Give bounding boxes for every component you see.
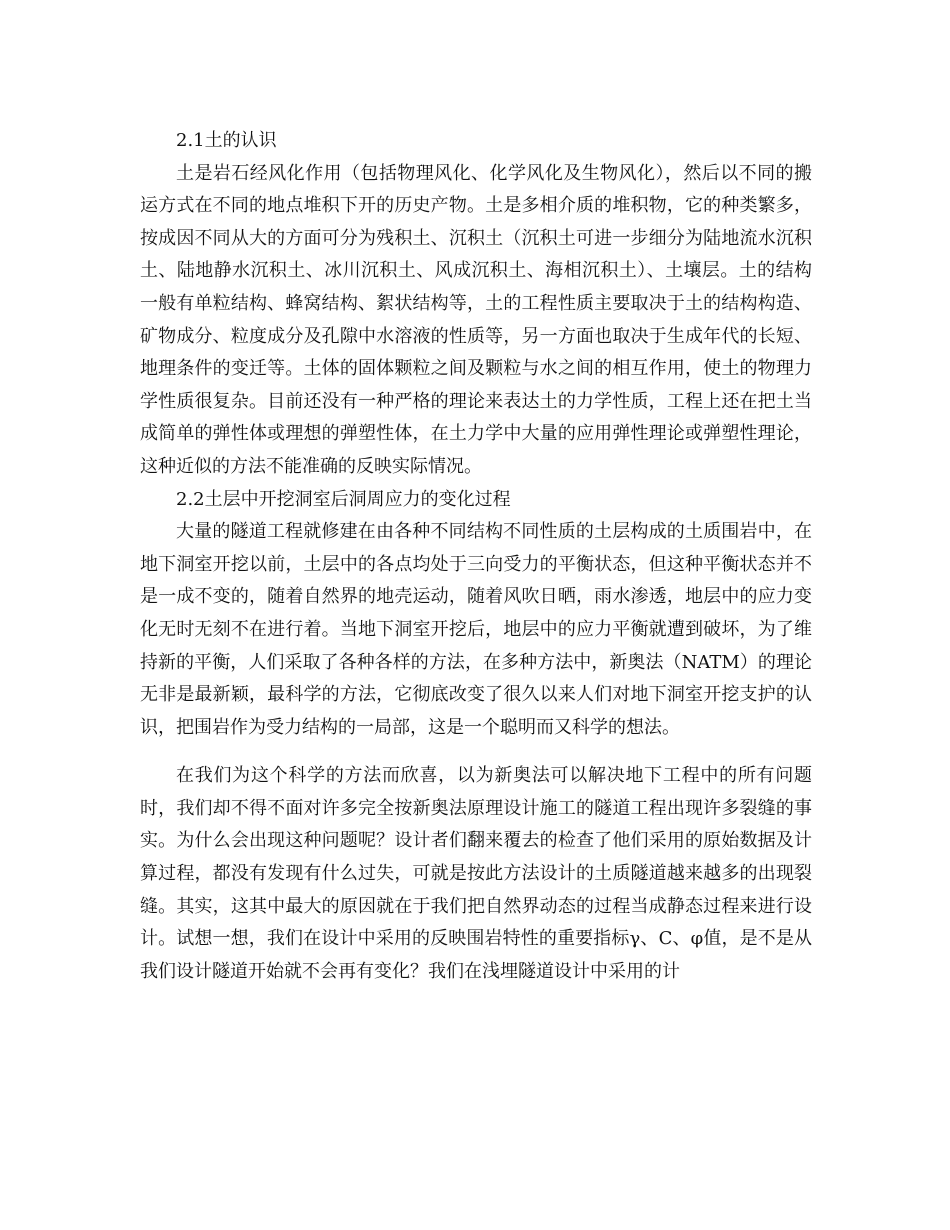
paragraph-spacer xyxy=(140,744,812,760)
paragraph-tunnel-stress: 大量的隧道工程就修建在由各种不同结构不同性质的土层构成的土质围岩中，在地下洞室开挖以前，土层中的各点均处于三向受力的平衡状态，但这种平衡状态并不是一成不变的，随着自然界的地壳运动，随着风吹日晒，雨水渗透，地层中的应力变化无时无刻不在进行着。当地下洞室开挖后，地层中的应力平衡就遭到破坏，为了维持新的平衡，人们采取了各种各样的方法，在多种方法中，新奥法（NATM）的理论无非是最新颖，最科学的方法，它彻底改变了很久以来人们对地下洞室开挖支护的认识，把围岩作为受力结构的一局部，这是一个聪明而又科学的想法。 xyxy=(140,521,812,738)
paragraph-soil-recognition: 土是岩石经风化作用（包括物理风化、化学风化及生物风化），然后以不同的搬运方式在不同的地点堆积下开的历史产物。土是多相介质的堆积物，它的种类繁多，按成因不同从大的方面可分为残积土、沉积土（沉积土可进一步细分为陆地流水沉积土、陆地静水沉积土、冰川沉积土、风成沉积土、海相沉积土）、土壤层。土的结构一般有单粒结构、蜂窝结构、絮状结构等，土的工程性质主要取决于土的结构构造、矿物成分、粒度成分及孔隙中水溶液的性质等，另一方面也取决于生成年代的长短、地理条件的变迁等。土体的固体颗粒之间及颗粒与水之间的相互作用，使土的物理力学性质很复杂。目前还没有一种严格的理论来表达土的力学性质，工程上还在把土当成简单的弹性体或理想的弹塑性体，在土力学中大量的应用弹性理论或弹塑性理论，这种近似的方法不能准确的反映实际情况。 xyxy=(140,162,812,477)
section-heading-2-2: 2.2土层中开挖洞室后洞周应力的变化过程 xyxy=(176,488,511,510)
section-heading-2-1: 2.1土的认识 xyxy=(176,130,277,151)
paragraph-natm-cracks: 在我们为这个科学的方法而欣喜，以为新奥法可以解决地下工程中的所有问题时，我们却不得不面对许多完全按新奥法原理设计施工的隧道工程出现许多裂缝的事实。为什么会出现这种问题呢？设计者们翻来覆去的检查了他们采用的原始数据及计算过程，都没有发现有什么过失，可就是按此方法设计的土质隧道越来越多的出现裂缝。其实，这其中最大的原因就在于我们把自然界动态的过程当成静态过程来进行设计。试想一想，我们在设计中采用的反映围岩特性的重要指标γ、C、φ值，是不是从我们设计隧道开始就不会再有变化？我们在浅埋隧道设计中采用的计 xyxy=(140,765,812,982)
document-page xyxy=(140,125,812,988)
